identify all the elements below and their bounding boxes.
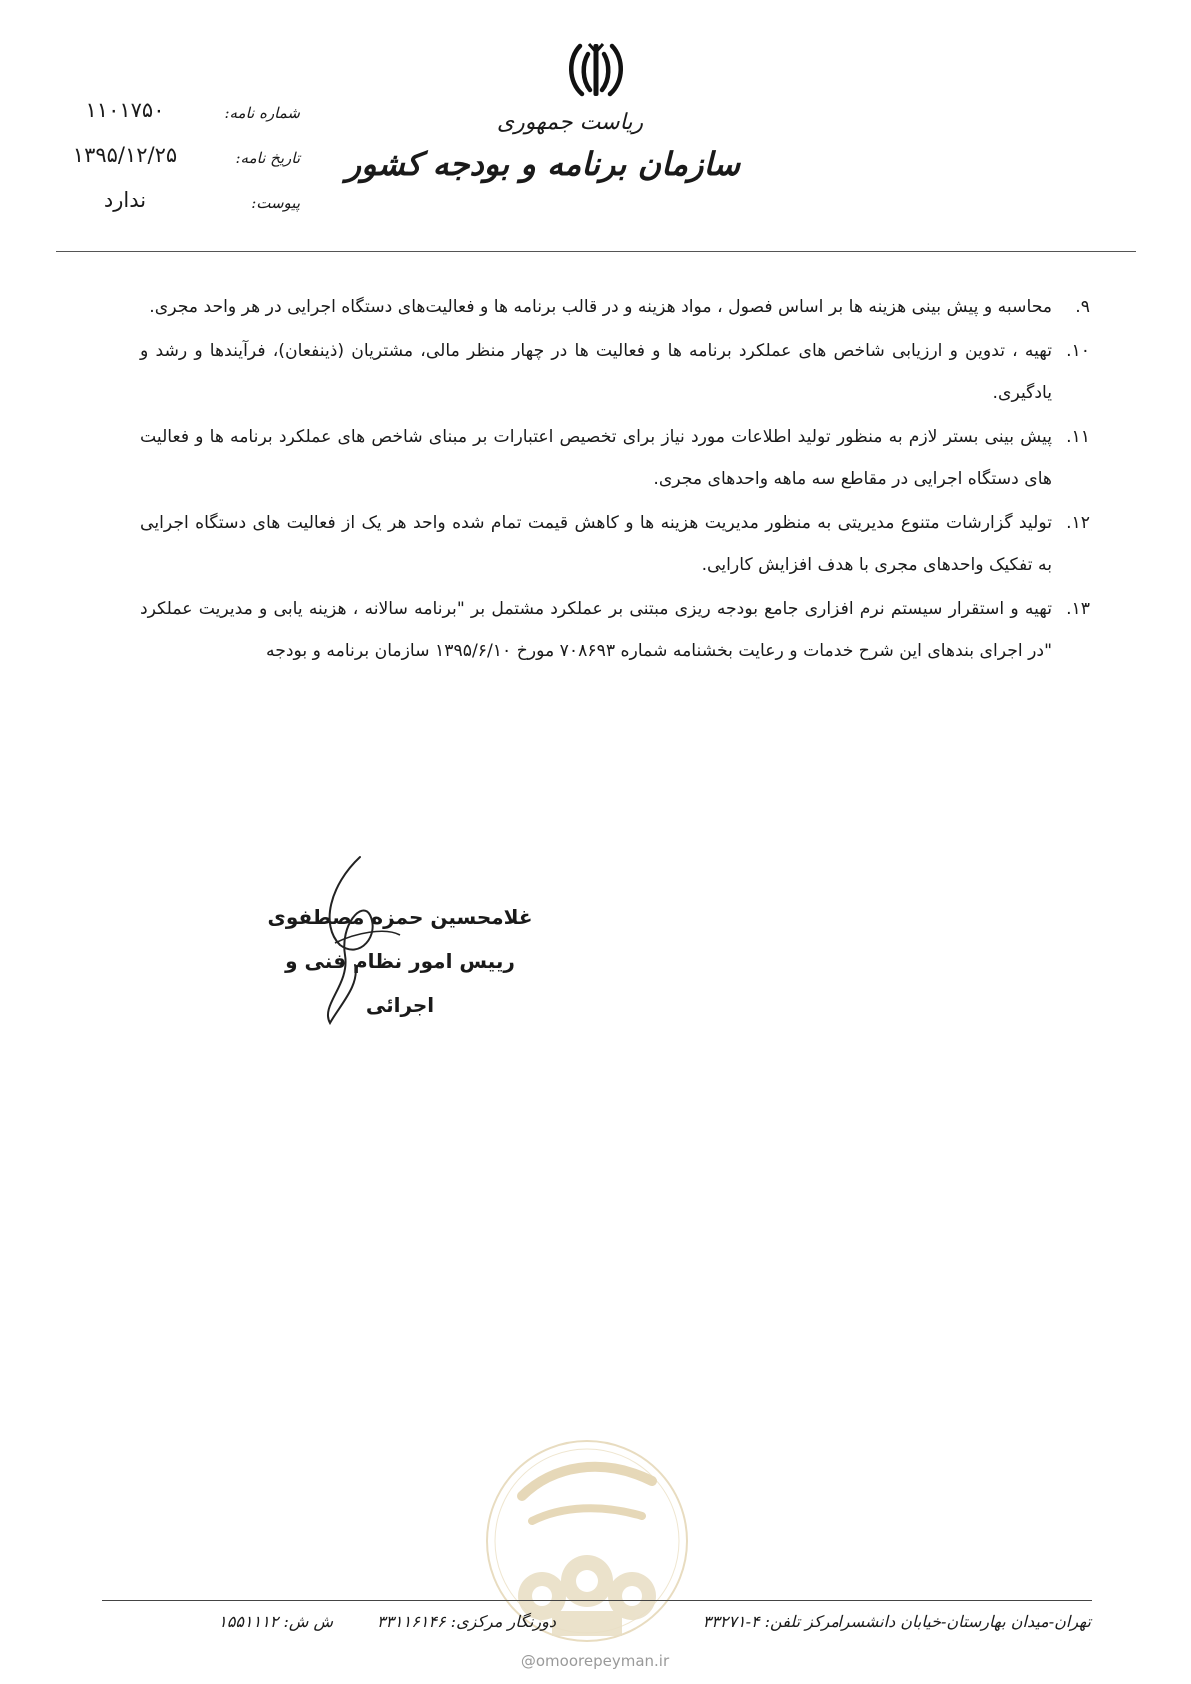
footer-divider	[102, 1600, 1092, 1601]
organization-name: سازمان برنامه و بودجه کشور	[345, 145, 740, 183]
list-item	[140, 286, 1090, 328]
item-text: تهیه و استقرار سیستم نرم افزاری جامع بودجه ریزی مبتنی بر عملکرد مشتمل بر "برنامه سالانه ، هزینه یابی و مدیریت عملکرد "در اجرای بندهای این شرح خدمات و رعایت بخشنامه شماره ۷۰۸۶۹۳ مورخ ۱۳۹۵/۶/۱۰ سازمان برنامه و بودجه	[140, 599, 1052, 661]
header-divider	[56, 251, 1136, 252]
item-text: تهیه ، تدوین و ارزیابی شاخص های عملکرد برنامه ها و فعالیت ها در چهار منظر مالی، مشتریان (ذینفعان)، فرآیندها و رشد و یادگیری.	[140, 341, 1052, 403]
footer-address: تهران-میدان بهارستان-خیابان دانشسرا	[837, 1612, 1091, 1631]
item-number: ۱۱.	[1066, 427, 1090, 447]
signatory-name: غلامحسین حمزه مصطفوی	[267, 905, 533, 929]
watermark-handle: @omoorepeyman.ir	[520, 1652, 670, 1670]
list-item	[140, 588, 1090, 672]
attachment-row	[70, 188, 300, 233]
letter-date-row	[70, 143, 300, 188]
letter-number-value: ۱۱۰۱۷۵۰	[85, 98, 165, 122]
item-number: ۱۲.	[1066, 513, 1090, 533]
item-number: ۹.	[1075, 297, 1090, 317]
handwritten-signature	[300, 855, 420, 1025]
footer-fax: دورنگار مرکزی: ۳۳۱۱۶۱۴۶	[376, 1612, 556, 1631]
list-item	[140, 502, 1090, 586]
letter-number-row	[70, 98, 300, 143]
footer-postal-code: ش ش: ۱۵۵۱۱۱۲	[218, 1612, 333, 1631]
attachment-label: پیوست:	[251, 194, 300, 212]
list-item	[140, 416, 1090, 500]
letter-number-label: شماره نامه:	[224, 104, 300, 122]
item-text: تولید گزارشات متنوع مدیریتی به منظور مدیریت هزینه ها و کاهش قیمت تمام شده واحد هر یک از فعالیت های دستگاه اجرایی به تفکیک واحدهای مجری با هدف افزایش کارایی.	[140, 513, 1052, 575]
letter-meta	[70, 98, 300, 233]
list-item	[140, 330, 1090, 414]
attachment-value: ندارد	[103, 188, 147, 212]
organization-header	[345, 110, 740, 183]
item-number: ۱۰.	[1066, 341, 1090, 361]
letter-date-value: ۱۳۹۵/۱۲/۲۵	[72, 143, 178, 167]
signatory-title: رییس امور نظام فنی و اجرائی	[285, 949, 515, 1017]
presidency-title: ریاست جمهوری	[496, 110, 644, 135]
item-text: پیش بینی بستر لازم به منظور تولید اطلاعات مورد نیاز برای تخصیص اعتبارات بر مبنای شاخص های عملکرد برنامه ها و فعالیت های دستگاه اجرایی در مقاطع سه ماهه واحدهای مجری.	[140, 427, 1052, 489]
letter-date-label: تاریخ نامه:	[235, 149, 300, 167]
footer-phone: مرکز تلفن: ۴-۳۳۲۷۱	[702, 1612, 839, 1631]
item-number: ۱۳.	[1066, 599, 1090, 619]
iran-emblem-icon	[560, 40, 632, 102]
item-text: محاسبه و پیش بینی هزینه ها بر اساس فصول ، مواد هزینه و در قالب برنامه ها و فعالیت‌های دستگاه اجرایی در هر واحد مجری.	[149, 297, 1052, 317]
service-items-list	[140, 286, 1090, 674]
